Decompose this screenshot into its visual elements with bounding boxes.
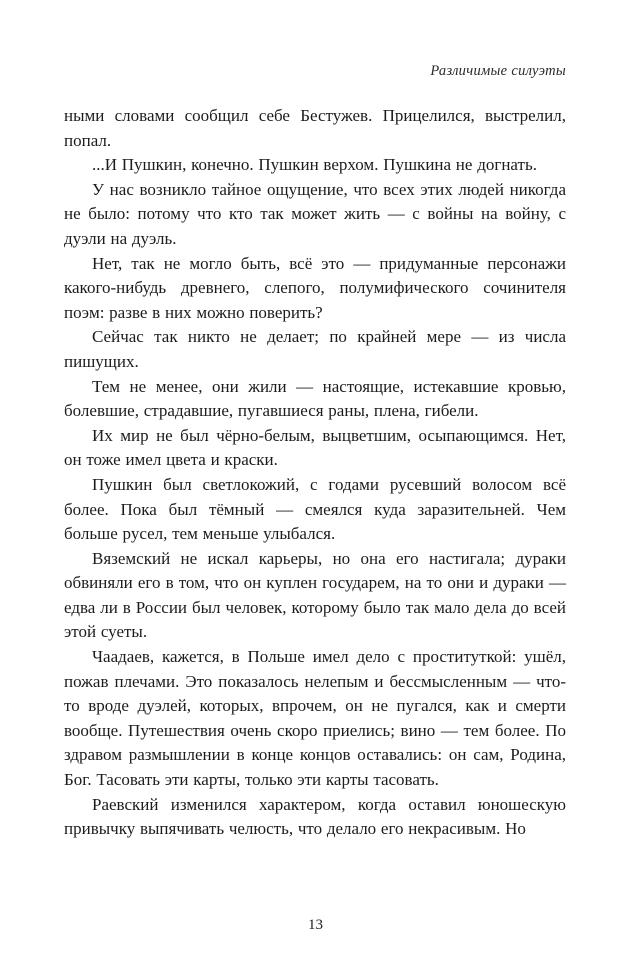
paragraph: ...И Пушкин, конечно. Пушкин верхом. Пушкина не догнать. <box>92 155 537 175</box>
paragraph: У нас возникло тайное ощущение, что всех этих людей никогда не было: потому что кто так может жить — с войны на войну, с дуэли на дуэль. <box>64 179 566 248</box>
page-body <box>64 104 566 842</box>
paragraph: ными словами сообщил себе Бестужев. Прицелился, выстрелил, попал. <box>64 106 566 150</box>
paragraph: Вяземский не искал карьеры, но она его настигала; дураки обвиняли его в том, что он куплен государем, на то они и дураки — едва ли в России был человек, которому было так мало дела до всей этой суеты. <box>64 548 566 642</box>
page-number: 13 <box>308 917 323 933</box>
paragraph: Раевский изменился характером, когда оставил юношескую привычку выпячивать челюсть, что делало его некрасивым. Но <box>64 794 566 839</box>
paragraph: Их мир не был чёрно-белым, выцветшим, осыпающимся. Нет, он тоже имел цвета и краски. <box>64 425 566 470</box>
paragraph: Нет, так не могло быть, всё это — придуманные персонажи какого-нибудь древнего, слепого, полумифического сочинителя поэм: разве в них можно поверить? <box>64 253 566 322</box>
paragraph: Чаадаев, кажется, в Польше имел дело с проституткой: ушёл, пожав плечами. Это показалось нелепым и бессмысленным — что-то вроде дуэлей, которых, впрочем, он не пугался, как и смерти вообще. Путешествия очень скоро приелись; вино — тем более. По здравом размышлении в конце концов оставались: он сам, Родина, Бог. Тасовать эти карты, только эти карты тасовать. <box>64 647 566 790</box>
paragraph: Сейчас так никто не делает; по крайней мере — из числа пишущих. <box>64 327 566 371</box>
running-header: Различимые силуэты <box>430 63 566 79</box>
paragraph: Тем не менее, они жили — настоящие, истекавшие кровью, болевшие, страдавшие, пугавшиеся раны, плена, гибели. <box>64 376 566 421</box>
paragraph: Пушкин был светлокожий, с годами русевший волосом всё более. Пока был тёмный — смеялся куда заразительней. Чем больше русел, тем меньше улыбался. <box>64 474 566 544</box>
